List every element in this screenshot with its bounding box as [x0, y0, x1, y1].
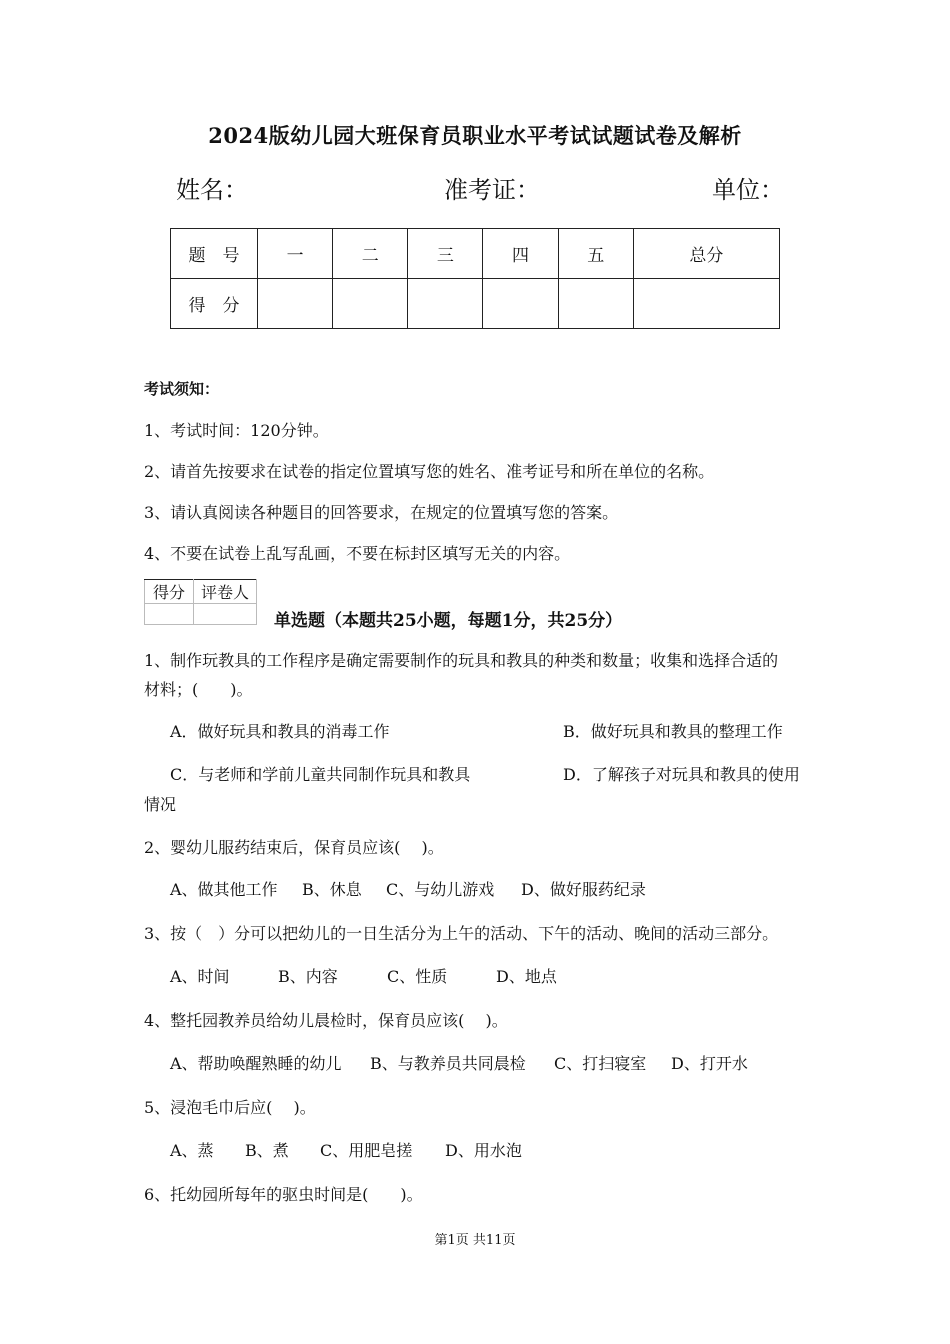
exam-id-field-label: 准考证： — [444, 176, 540, 204]
score-cell[interactable] — [633, 279, 779, 329]
question-2-option-a[interactable]: A、做其他工作 — [170, 880, 278, 899]
question-6-stem: 6、托幼园所每年的驱虫时间是( )。 — [144, 1185, 423, 1204]
question-2-option-b[interactable]: B、休息 — [302, 880, 362, 899]
question-5-stem: 5、浸泡毛巾后应( )。 — [144, 1098, 316, 1117]
grader-score-cell[interactable] — [145, 604, 194, 625]
column-header: 四 — [483, 229, 558, 279]
grader-name-cell[interactable] — [194, 604, 257, 625]
notes-title: 考试须知： — [144, 380, 220, 398]
score-cell[interactable] — [258, 279, 333, 329]
question-3-option-b[interactable]: B、内容 — [278, 967, 338, 986]
question-1-option-d[interactable]: D．了解孩子对玩具和教具的使用 — [563, 765, 800, 784]
question-5-option-a[interactable]: A、蒸 — [170, 1141, 214, 1160]
question-2-stem: 2、婴幼儿服药结束后，保育员应该( )。 — [144, 838, 444, 857]
column-header: 总分 — [633, 229, 779, 279]
page-footer: 第1页 共11页 — [434, 1233, 516, 1248]
question-5-option-b[interactable]: B、煮 — [245, 1141, 289, 1160]
score-cell[interactable] — [333, 279, 408, 329]
question-4-stem: 4、整托园教养员给幼儿晨检时，保育员应该( )。 — [144, 1011, 508, 1030]
question-number-label: 题 号 — [171, 229, 258, 279]
column-header: 二 — [333, 229, 408, 279]
column-header: 三 — [408, 229, 483, 279]
note-item: 2、请首先按要求在试卷的指定位置填写您的姓名、准考证号和所在单位的名称。 — [144, 462, 715, 481]
question-4-option-b[interactable]: B、与教养员共同晨检 — [370, 1054, 526, 1073]
score-cell[interactable] — [483, 279, 558, 329]
score-table-header-row — [171, 229, 780, 279]
question-5-option-c[interactable]: C、用肥皂搓 — [320, 1141, 413, 1160]
question-1-stem-line2: 材料；( )。 — [144, 680, 253, 699]
question-3-stem: 3、按（ ）分可以把幼儿的一日生活分为上午的活动、下午的活动、晚间的活动三部分。 — [144, 924, 779, 943]
question-1-option-d-wrap: 情况 — [144, 795, 177, 814]
grader-score-label: 得分 — [145, 580, 194, 604]
question-1-option-a[interactable]: A．做好玩具和教具的消毒工作 — [170, 722, 390, 741]
document-title: 2024版幼儿园大班保育员职业水平考试试题试卷及解析 — [208, 123, 742, 148]
grader-box — [144, 579, 257, 625]
score-cell[interactable] — [408, 279, 483, 329]
score-table-score-row — [171, 279, 780, 329]
name-field-label: 姓名： — [176, 176, 248, 204]
question-3-option-a[interactable]: A、时间 — [170, 967, 230, 986]
question-1-stem-line1: 1、制作玩教具的工作程序是确定需要制作的玩具和教具的种类和数量；收集和选择合适的 — [144, 651, 779, 670]
column-header: 五 — [558, 229, 633, 279]
note-item: 3、请认真阅读各种题目的回答要求，在规定的位置填写您的答案。 — [144, 503, 619, 522]
question-4-option-d[interactable]: D、打开水 — [671, 1054, 748, 1073]
section-title: 单选题（本题共25小题，每题1分，共25分） — [274, 611, 623, 631]
note-item: 4、不要在试卷上乱写乱画，不要在标封区填写无关的内容。 — [144, 544, 571, 563]
question-4-option-c[interactable]: C、打扫寝室 — [554, 1054, 647, 1073]
grader-name-label: 评卷人 — [194, 580, 257, 604]
question-2-option-c[interactable]: C、与幼儿游戏 — [386, 880, 495, 899]
score-table — [170, 228, 780, 329]
question-1-option-c[interactable]: C．与老师和学前儿童共同制作玩具和教具 — [170, 765, 471, 784]
question-5-option-d[interactable]: D、用水泡 — [445, 1141, 522, 1160]
question-1-option-b[interactable]: B．做好玩具和教具的整理工作 — [563, 722, 783, 741]
note-item: 1、考试时间：120分钟。 — [144, 421, 329, 440]
question-3-option-d[interactable]: D、地点 — [496, 967, 557, 986]
column-header: 一 — [258, 229, 333, 279]
question-2-option-d[interactable]: D、做好服药纪录 — [521, 880, 646, 899]
question-3-option-c[interactable]: C、性质 — [387, 967, 448, 986]
score-cell[interactable] — [558, 279, 633, 329]
unit-field-label: 单位： — [712, 176, 784, 204]
question-4-option-a[interactable]: A、帮助唤醒熟睡的幼儿 — [170, 1054, 342, 1073]
score-label: 得 分 — [171, 279, 258, 329]
